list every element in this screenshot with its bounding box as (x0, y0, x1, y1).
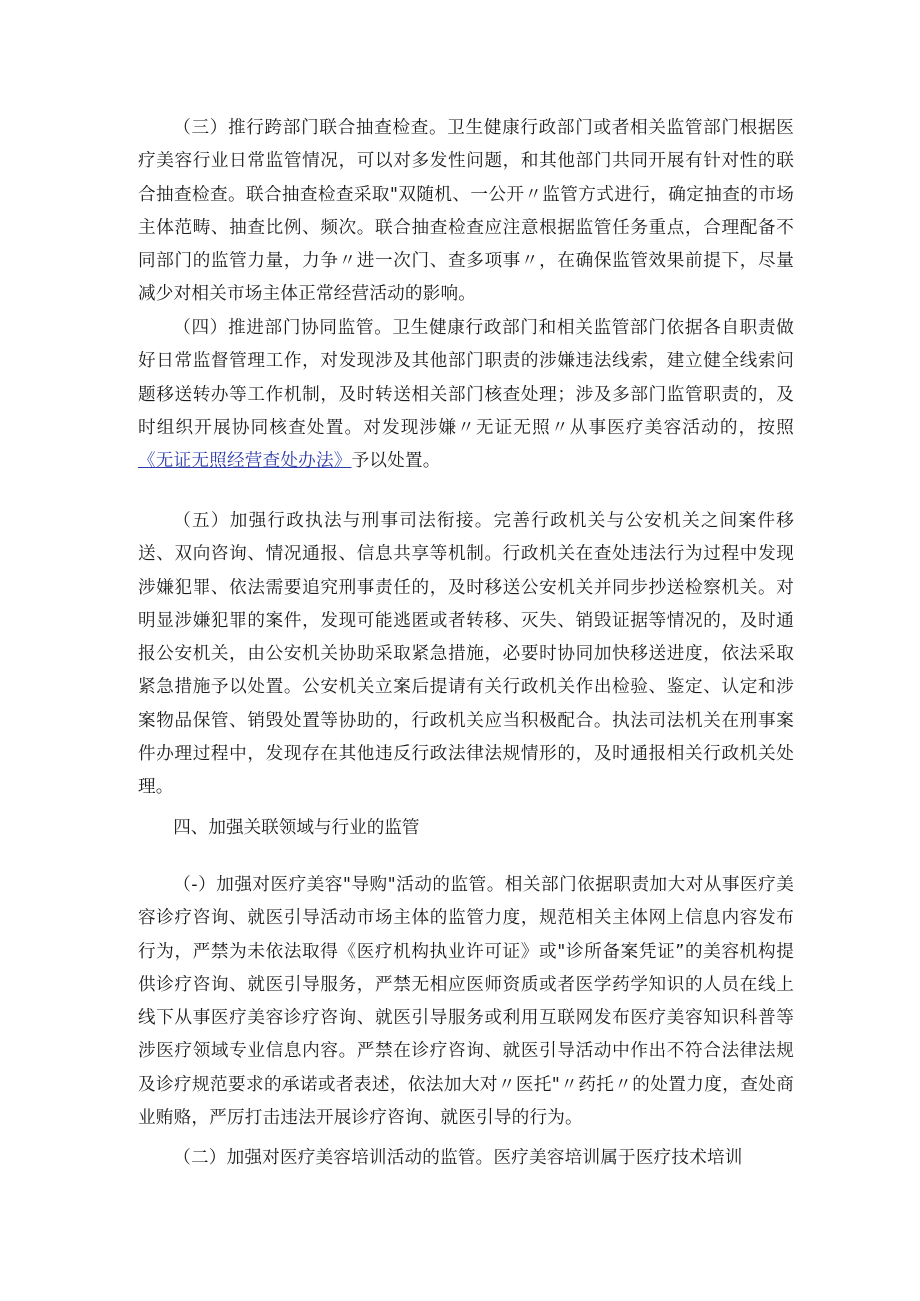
paragraph-text-before-link: （四）推进部门协同监管。卫生健康行政部门和相关监管部门依据各自职责做好日常监督管理工作，对发现涉及其他部门职责的涉嫌违法线索，建立健全线索问题移送转办等工作机制，及时转送相关部门核查处理；涉及多部门监管职责的，及时组织开展协同核查处置。对发现涉嫌〃无证无照〃从事医疗美容活动的，按照 (138, 318, 794, 438)
section-heading-related-fields: 四、加强关联领域与行业的监管 (173, 818, 420, 838)
paragraph-shopping-guide-supervision: （-）加强对医疗美容"导购"活动的监管。相关部门依据职责加大对从事医疗美容诊疗咨询、就医引导活动市场主体的监管力度，规范相关主体网上信息内容发布行为，严禁为未依法取得《医疗机构执业许可证》或"诊所备案凭证”的美容机构提供诊疗咨询、就医引导服务，严禁无相应医师资质或者医学药学知识的人员在线上线下从事医疗美容诊疗咨询、就医引导服务或利用互联网发布医疗美容知识科普等涉医疗领域专业信息内容。严禁在诊疗咨询、就医引导活动中作出不符合法律法规及诊疗规范要求的承诺或者表述，依法加大对〃医托"〃药托〃的处置力度，查处商业贿赂，严厉打击违法开展诊疗咨询、就医引导的行为。 (138, 875, 794, 1129)
paragraph-administrative-criminal-linkage: （五）加强行政执法与刑事司法衔接。完善行政机关与公安机关之间案件移送、双向咨询、情况通报、信息共享等机制。行政机关在查处违法行为过程中发现涉嫌犯罪、依法需要追究刑事责任的，及时移送公安机关并同步抄送检察机关。对明显涉嫌犯罪的案件，发现可能逃匿或者转移、灭失、销毁证据等情况的，及时通报公安机关，由公安机关协助采取紧急措施，必要时协同加快移送进度，依法采取紧急措施予以处置。公安机关立案后提请有关行政机关作出检验、鉴定、认定和涉案物品保管、销毁处置等协助的，行政机关应当积极配合。执法司法机关在刑事案件办理过程中，发现存在其他违反行政法律法规情形的，及时通报相关行政机关处理。 (138, 511, 794, 798)
paragraph-department-coordination (138, 312, 794, 478)
paragraph-cross-department-inspection: （三）推行跨部门联合抽查检查。卫生健康行政部门或者相关监管部门根据医疗美容行业日常监管情况，可以对多发性问题，和其他部门共同开展有针对性的联合抽查检查。联合抽查检查采取"双随机、一公开〃监管方式进行，确定抽查的市场主体范畴、抽查比例、频次。联合抽查检查应注意根据监管任务重点，合理配备不同部门的监管力量，力争〃进一次门、查多项事〃，在确保监管效果前提下，尽量减少对相关市场主体正常经营活动的影响。 (138, 118, 794, 305)
paragraph-training-supervision: （二）加强对医疗美容培训活动的监管。医疗美容培训属于医疗技术培训 (173, 1148, 743, 1168)
regulation-link[interactable]: 《无证无照经营查处办法》 (138, 451, 352, 472)
paragraph-text-after-link: 予以处置。 (351, 451, 441, 472)
